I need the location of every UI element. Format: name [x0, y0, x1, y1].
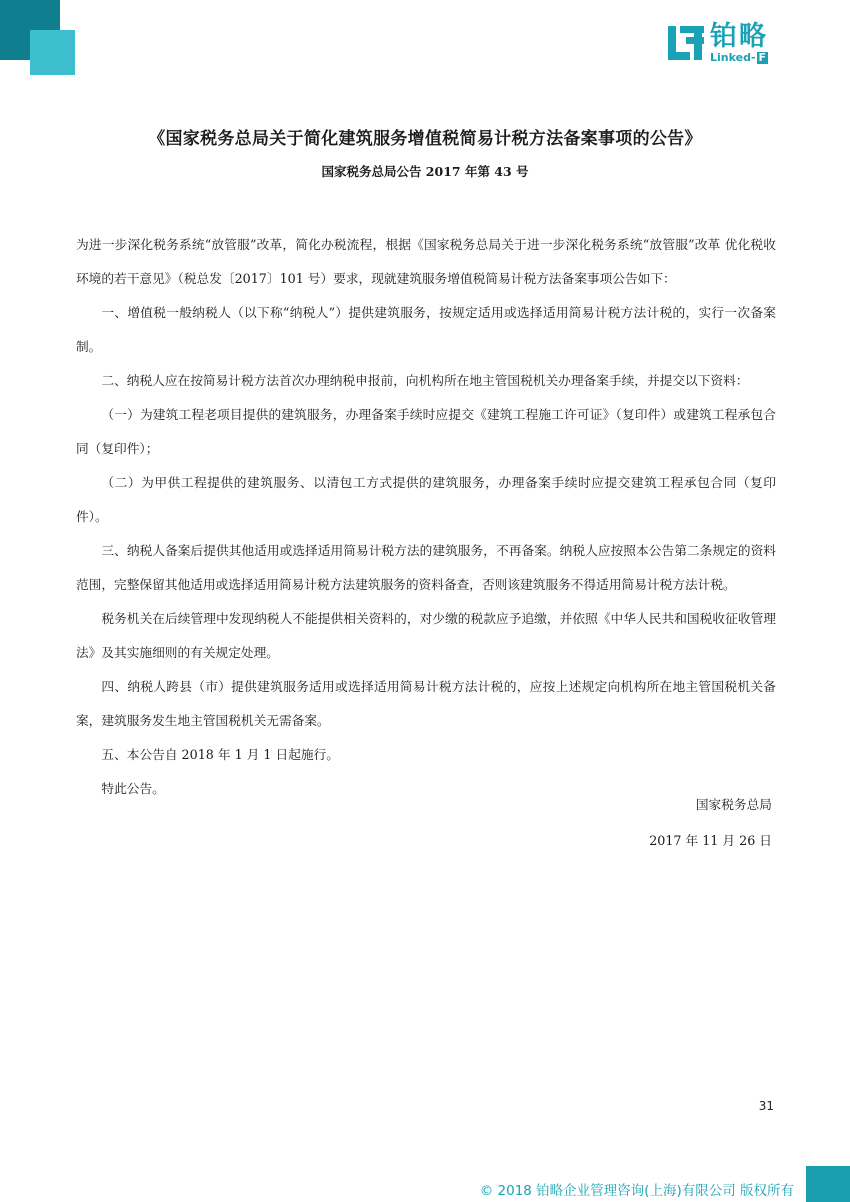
- paragraph: 五、本公告自 2018 年 1 月 1 日起施行。: [101, 747, 339, 762]
- paragraph: 税务机关在后续管理中发现纳税人不能提供相关资料的，对少缴的税款应予追缴，并依照《中华人民共和国税收征收管理法》及其实施细则的有关规定处理。: [76, 611, 776, 660]
- paragraph: 一、增值税一般纳税人（以下称“纳税人”）提供建筑服务，按规定适用或选择适用简易计税方法计税的，实行一次备案制。: [76, 305, 776, 354]
- document-body: [76, 228, 776, 806]
- corner-decoration-light: [30, 30, 75, 75]
- paragraph: 为进一步深化税务系统“放管服”改革，简化办税流程，根据《国家税务总局关于进一步深化税务系统“放管服”改革 优化税收环境的若干意见》（税总发〔2017〕101 号）要求，现就建筑服务增值税简易计税方法备案事项公告如下：: [76, 237, 776, 286]
- corner-decoration-bottom-right: [806, 1166, 850, 1202]
- paragraph: 四、纳税人跨县（市）提供建筑服务适用或选择适用简易计税方法计税的，应按上述规定向机构所在地主管国税机关备案，建筑服务发生地主管国税机关无需备案。: [76, 679, 776, 728]
- paragraph: 二、纳税人应在按简易计税方法首次办理纳税申报前，向机构所在地主管国税机关办理备案手续，并提交以下资料：: [101, 373, 749, 388]
- document-subtitle: 国家税务总局公告 2017 年第 43 号: [321, 164, 529, 179]
- logo-english-text: [710, 52, 768, 64]
- logo-english-main: Linked-: [710, 51, 756, 64]
- paragraph: 三、纳税人备案后提供其他适用或选择适用简易计税方法的建筑服务，不再备案。纳税人应按照本公告第二条规定的资料范围，完整保留其他适用或选择适用简易计税方法建筑服务的资料备查，否则该建筑服务不得适用简易计税方法计税。: [76, 543, 776, 592]
- paragraph: （二）为甲供工程提供的建筑服务、以清包工方式提供的建筑服务，办理备案手续时应提交建筑工程承包合同（复印件）。: [76, 475, 776, 524]
- signature-organization: 国家税务总局: [695, 797, 772, 812]
- logo-chinese-text: 铂略: [710, 21, 768, 52]
- document-title: 《国家税务总局关于简化建筑服务增值税简易计税方法备案事项的公告》: [148, 129, 702, 149]
- logo-mark-icon: [666, 22, 706, 62]
- paragraph: 特此公告。: [101, 781, 165, 796]
- logo: [666, 22, 806, 64]
- signature-date: 2017 年 11 月 26 日: [649, 833, 772, 848]
- footer-copyright: © 2018 铂略企业管理咨询(上海)有限公司 版权所有: [479, 1183, 794, 1199]
- logo-english-box: F: [758, 51, 767, 64]
- paragraph: （一）为建筑工程老项目提供的建筑服务，办理备案手续时应提交《建筑工程施工许可证》（复印件）或建筑工程承包合同（复印件）；: [76, 407, 776, 456]
- page-number: 31: [758, 1099, 774, 1113]
